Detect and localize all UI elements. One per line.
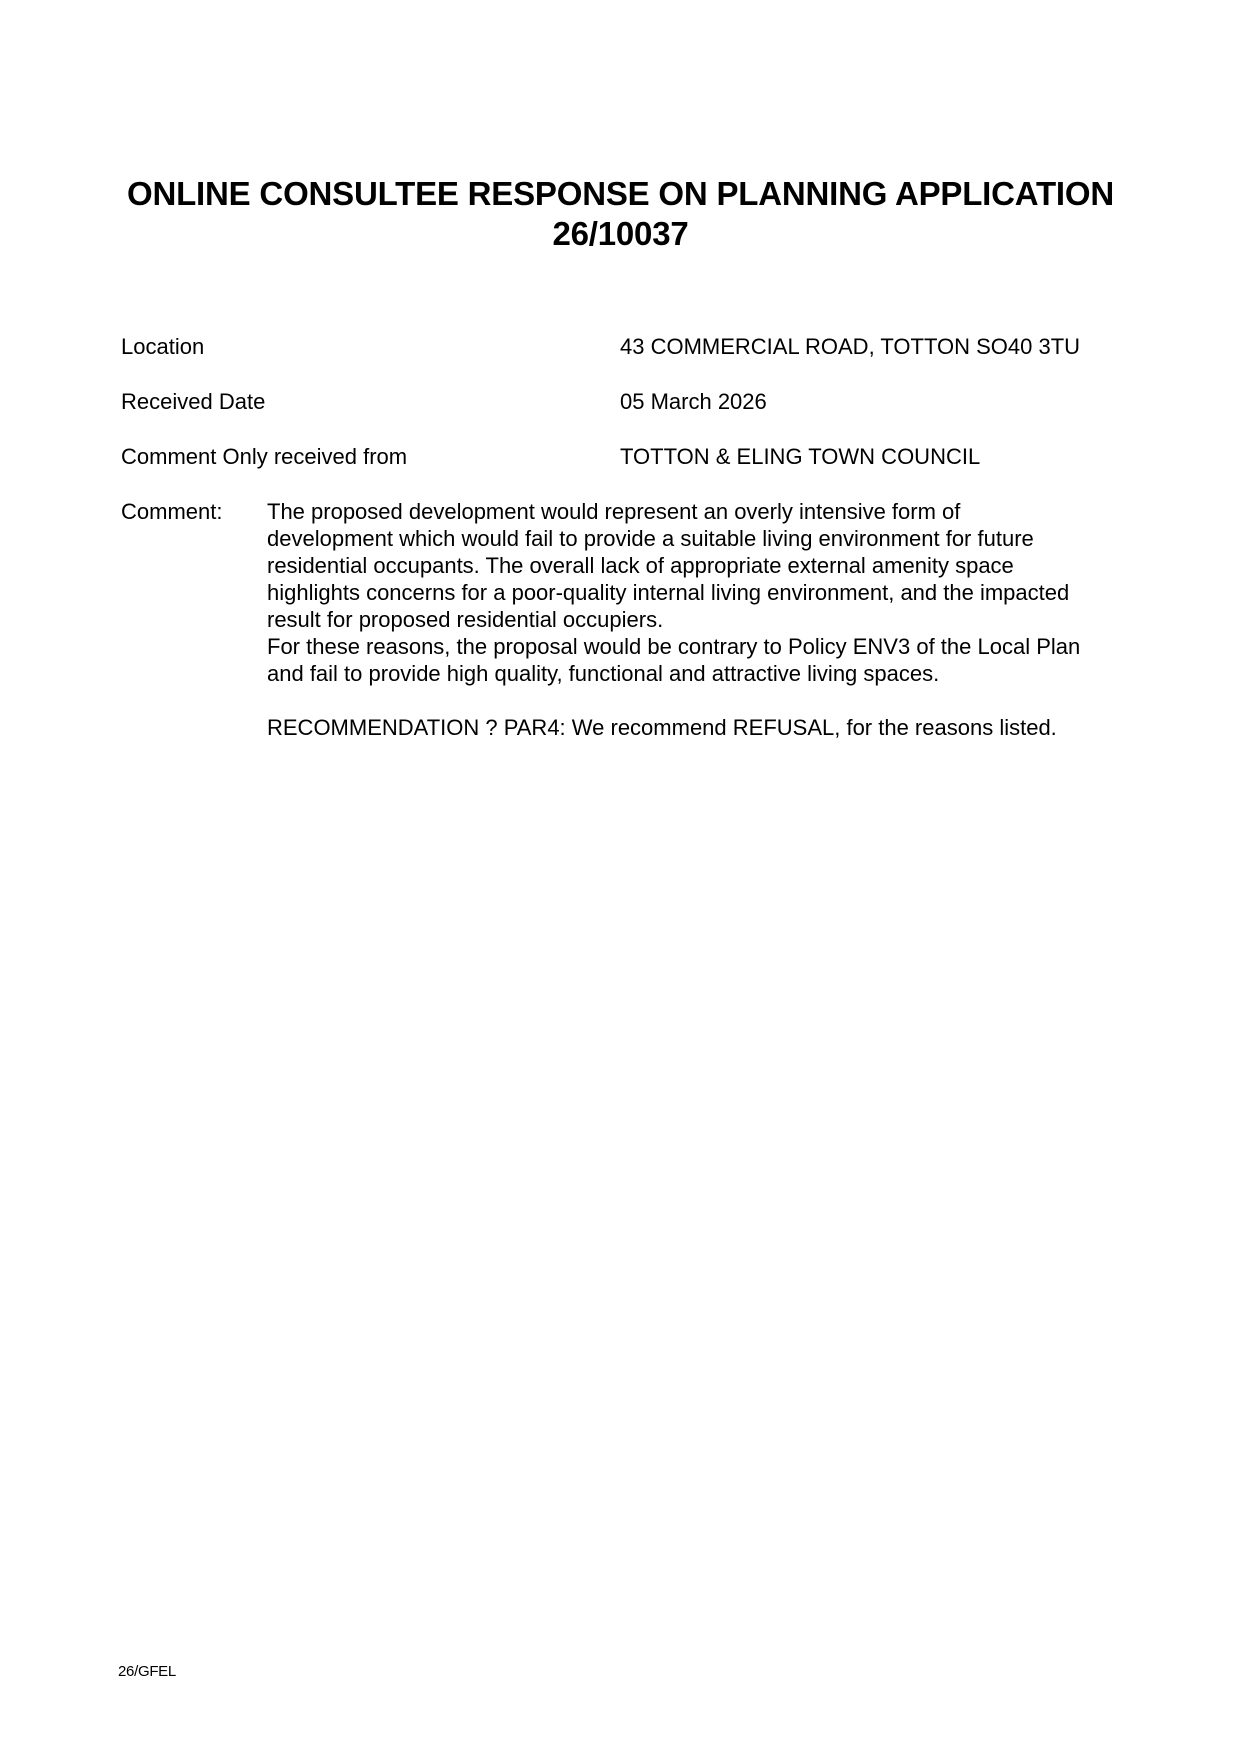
location-label: Location bbox=[121, 334, 205, 359]
comment-line: For these reasons, the proposal would be contrary to Policy ENV3 of the Local Plan bbox=[267, 634, 1081, 659]
comment-line: development which would fail to provide a suitable living environment for future bbox=[267, 526, 1034, 551]
application-number: 26/10037 bbox=[552, 215, 689, 252]
comment-line: residential occupants. The overall lack of appropriate external amenity space bbox=[267, 553, 1014, 578]
comment-line: highlights concerns for a poor-quality internal living environment, and the impacted bbox=[267, 580, 1070, 605]
received-date-value: 05 March 2026 bbox=[620, 389, 767, 414]
received-from-value: TOTTON & ELING TOWN COUNCIL bbox=[620, 444, 981, 469]
footer-reference: 26/GFEL bbox=[118, 1663, 176, 1680]
comment-line: and fail to provide high quality, functional and attractive living spaces. bbox=[267, 661, 940, 686]
comment-label: Comment: bbox=[121, 499, 223, 524]
location-value: 43 COMMERCIAL ROAD, TOTTON SO40 3TU bbox=[620, 334, 1081, 359]
comment-line: The proposed development would represent an overly intensive form of bbox=[267, 499, 961, 524]
paragraph-gap bbox=[267, 687, 1127, 714]
received-date-label: Received Date bbox=[121, 389, 266, 414]
document-title: ONLINE CONSULTEE RESPONSE ON PLANNING APPLICATION bbox=[127, 175, 1114, 212]
comment-line: result for proposed residential occupiers. bbox=[267, 607, 664, 632]
comment-body bbox=[267, 498, 1127, 741]
received-from-label: Comment Only received from bbox=[121, 444, 408, 469]
recommendation-line: RECOMMENDATION ? PAR4: We recommend REFUSAL, for the reasons listed. bbox=[267, 715, 1057, 740]
